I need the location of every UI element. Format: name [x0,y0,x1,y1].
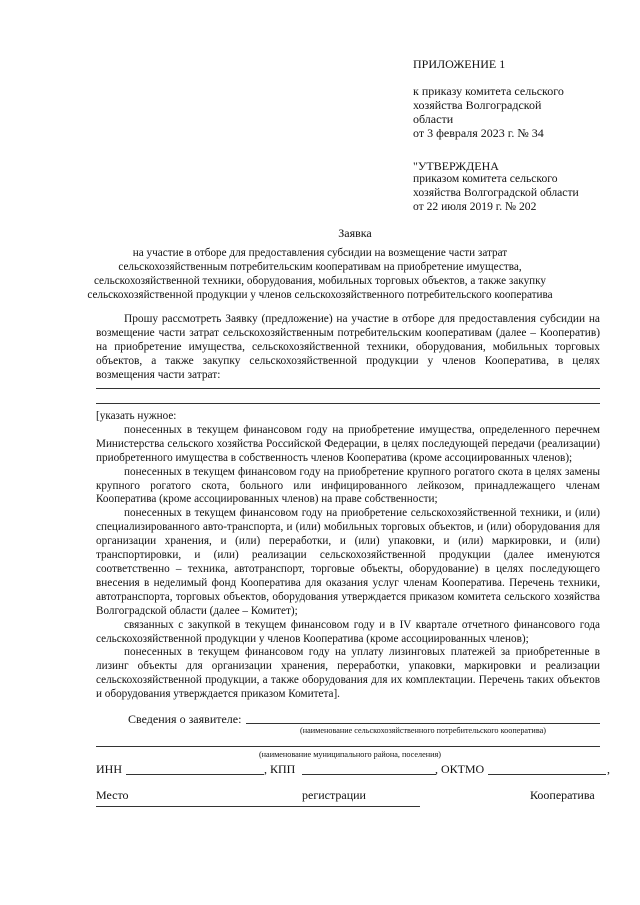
trailing-comma: , [607,762,610,776]
intro-paragraph [96,312,600,382]
intro-text: Прошу рассмотреть Заявку (предложение) на участие в отборе для предоставления субсидии на возмещение части затрат сельскохозяйственным потребительским кооперативам (далее – Кооператив) на приобретение имущества, сельскохозяйственной техники, оборудования, мобильных торговых объектов, а также закупку сельскохозяйственной продукции у членов Кооператива, в целях возмещения части затрат: [96,313,600,381]
options-lead: [указать нужное: [96,410,177,422]
order-line: области [413,112,454,126]
caption-municipal: (наименование муниципального района, поселения) [258,750,442,759]
kpp-label: , КПП [264,762,296,776]
document-title: Заявка [338,226,372,240]
appendix-title: ПРИЛОЖЕНИЕ 1 [413,57,506,71]
option-item: понесенных в текущем финансовом году на уплату лизинговых платежей за приобретенные в лизинг объекты для организации хранения, переработки, упаковки, маркировки и реализации сельскохозяйственной продукции, а также оборудования для их комплектации. Перечень таких объектов и оборудования утверждается приказом Комитета]. [96,646,600,701]
approved-reference [413,172,579,214]
blank-line [96,403,600,404]
caption-coop: (наименование сельскохозяйственного потребительского кооператива) [300,726,546,735]
subtitle-line: сельскохозяйственной техники, оборудования, мобильных торговых объектов, а также закупку [93,275,547,287]
document-subtitle [0,246,640,302]
option-item: понесенных в текущем финансовом году на приобретение крупного рогатого скота в целях замены крупного рогатого скота, больного или инфицированного лейкозом, принадлежащего членам Кооператива (кроме ассоциированных членов) на праве собственности; [96,465,600,506]
approved-line: от 22 июля 2019 г. № 202 [413,200,537,213]
option-item: связанных с закупкой в текущем финансовом году и в IV квартале отчетного финансового года сельскохозяйственной продукции у членов Кооператива (кроме ассоциированных членов); [96,618,600,645]
inn-label: ИНН [96,762,122,776]
order-line: хозяйства Волгоградской [413,98,542,112]
kpp-line [302,774,436,775]
approved-line: приказом комитета сельского [413,172,558,185]
place-word-3: Кооператива [530,788,595,802]
subtitle-line: сельскохозяйственной продукции у членов сельскохозяйственного потребительского кооператива [87,289,553,301]
applicant-label: Сведения о заявителе: [128,712,242,726]
subtitle-line: сельскохозяйственным потребительским кооперативам на приобретение имущества, [118,261,522,273]
approved-title: "УТВЕРЖДЕНА [413,159,499,173]
municipal-line [96,746,600,747]
oktmo-label: , ОКТМО [435,762,485,776]
order-line: от 3 февраля 2023 г. № 34 [413,126,544,140]
subtitle-line: на участие в отборе для предоставления субсидии на возмещение части затрат [132,247,508,259]
blank-line [96,388,600,389]
approved-line: хозяйства Волгоградской области [413,186,579,199]
option-item: понесенных в текущем финансовом году на приобретение сельскохозяйственной техники, и (или) специализированного авто-транспорта, и (или) мобильных торговых объектов, и (или) оборудования для организации хранения, и (или) переработки, и (или) упаковки, и (или) маркировки, и (или) транспортировки, и (или) реализации сельскохозяйственной продукции (далее именуются соответственно – техника, автотранспорт, торговые объекты, оборудование) в целях последующего внесения в неделимый фонд Кооператива для оказания услуг членам Кооператива. Перечень техники, автотранспорта, торговых объектов, оборудования утверждается приказом комитета сельского хозяйства Волгоградской области (далее – Комитет); [96,507,600,617]
inn-line [126,774,264,775]
registration-line [96,806,420,807]
options-block [96,410,600,702]
order-reference [413,84,564,140]
applicant-name-line [246,723,600,724]
oktmo-line [488,774,606,775]
option-item: понесенных в текущем финансовом году на приобретение имущества, определенного перечнем Министерства сельского хозяйства Российской Федерации, в целях последующей передачи (реализации) приобретенного имущества в собственность членов Кооператива (кроме ассоциированных членов); [96,423,600,464]
order-line: к приказу комитета сельского [413,84,564,98]
place-word-2: регистрации [302,788,366,802]
place-word-1: Место [96,788,129,802]
